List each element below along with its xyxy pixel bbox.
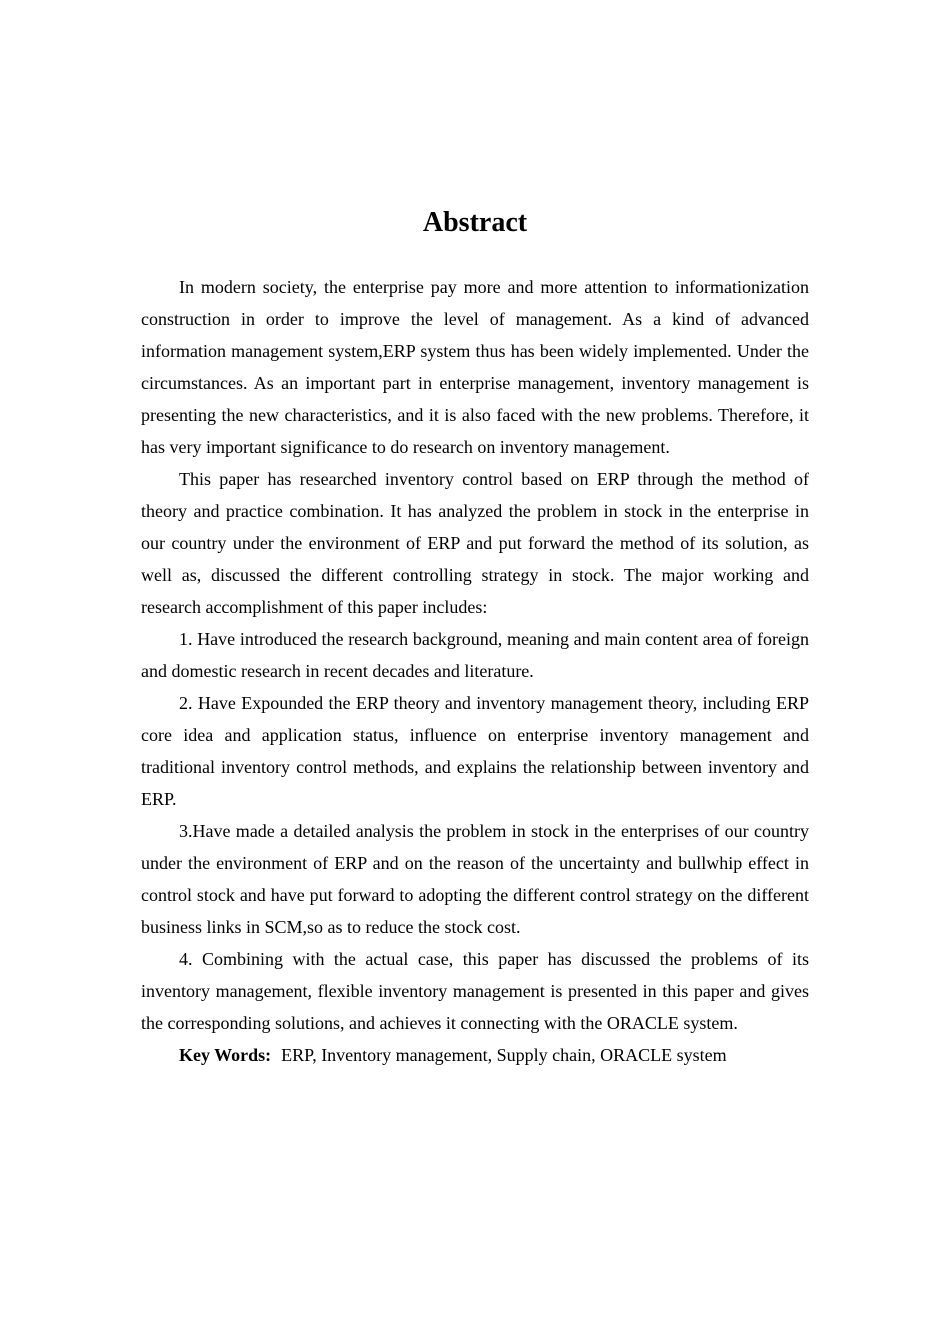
paragraph: This paper has researched inventory control based on ERP through the method of theory and practice combination. It has analyzed the problem in stock in the enterprise in our country under the environment of ERP and put forward the method of its solution, as well as, discussed the different controlling strategy in stock. The major working and research accomplishment of this paper includes: bbox=[141, 469, 809, 617]
list-item: 2. Have Expounded the ERP theory and inventory management theory, including ERP core idea and application status, influence on enterprise inventory management and traditional inventory control methods, and explains the relationship between inventory and ERP. bbox=[141, 693, 809, 809]
list-item: 3.Have made a detailed analysis the problem in stock in the enterprises of our country under the environment of ERP and on the reason of the uncertainty and bullwhip effect in control stock and have put forward to adopting the different control strategy on the different business links in SCM,so as to reduce the stock cost. bbox=[141, 821, 809, 937]
page-title: Abstract bbox=[422, 207, 528, 238]
keywords-value: ERP, Inventory management, Supply chain, ORACLE system bbox=[281, 1045, 727, 1065]
list-item: 4. Combining with the actual case, this paper has discussed the problems of its inventory management, flexible inventory management is presented in this paper and gives the corresponding solutions, and achieves it connecting with the ORACLE system. bbox=[141, 949, 809, 1033]
paragraph: In modern society, the enterprise pay more and more attention to informationization construction in order to improve the level of management. As a kind of advanced information management system,ERP system thus has been widely implemented. Under the circumstances. As an important part in enterprise management, inventory management is presenting the new characteristics, and it is also faced with the new problems. Therefore, it has very important significance to do research on inventory management. bbox=[141, 277, 809, 457]
abstract-body bbox=[141, 271, 809, 1071]
keywords bbox=[141, 1039, 809, 1071]
list-item: 1. Have introduced the research background, meaning and main content area of foreign and domestic research in recent decades and literature. bbox=[141, 629, 809, 681]
keywords-label: Key Words: bbox=[179, 1045, 272, 1065]
